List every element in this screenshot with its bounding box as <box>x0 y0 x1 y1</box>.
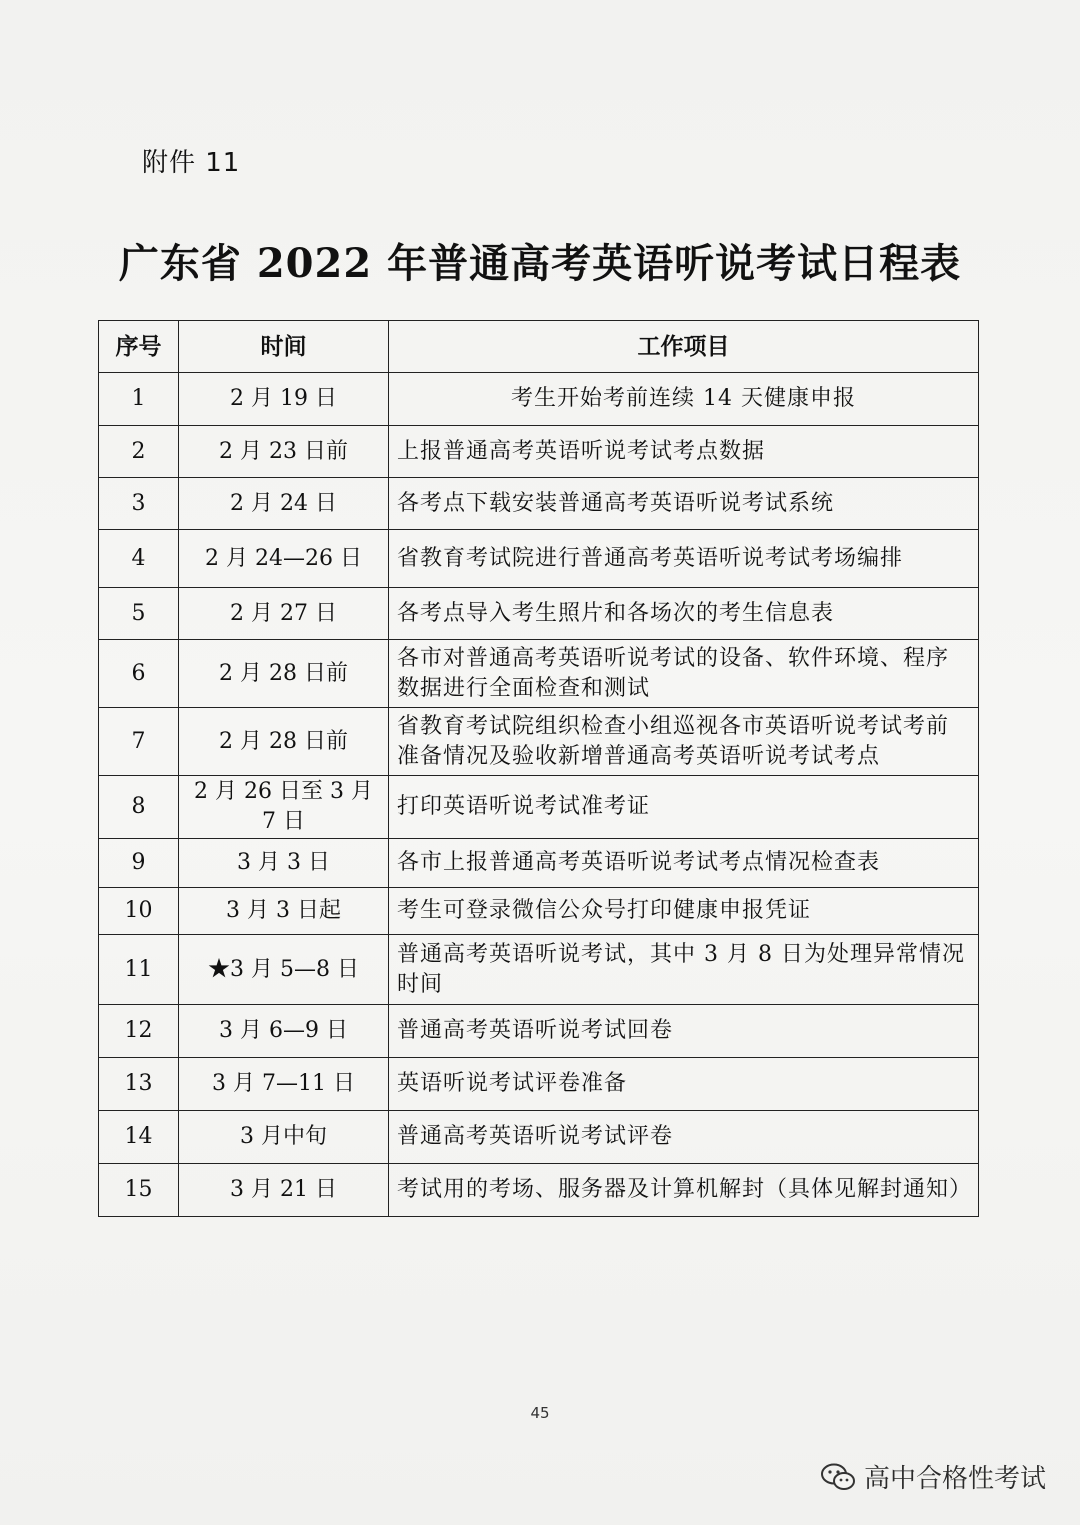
row-no: 3 <box>99 478 179 530</box>
table-row <box>99 708 979 776</box>
table-row <box>99 373 979 426</box>
document-title: 广东省 2022 年普通高考英语听说考试日程表 <box>118 240 962 287</box>
row-no: 14 <box>99 1111 179 1164</box>
row-item: 普通高考英语听说考试，其中 3 月 8 日为处理异常情况时间 <box>389 935 979 1005</box>
row-item: 普通高考英语听说考试评卷 <box>389 1111 979 1164</box>
row-time: 3 月 6—9 日 <box>179 1005 389 1058</box>
row-no: 12 <box>99 1005 179 1058</box>
row-time: ★3 月 5—8 日 <box>179 935 389 1005</box>
row-item: 普通高考英语听说考试回卷 <box>389 1005 979 1058</box>
row-time: 2 月 27 日 <box>179 588 389 640</box>
table-row <box>99 1164 979 1217</box>
attachment-label: 附件 11 <box>142 148 241 178</box>
row-item: 打印英语听说考试准考证 <box>389 776 979 839</box>
row-time: 2 月 19 日 <box>179 373 389 426</box>
row-item: 省教育考试院组织检查小组巡视各市英语听说考试考前准备情况及验收新增普通高考英语听说考试考点 <box>389 708 979 776</box>
table-row <box>99 1111 979 1164</box>
table-row <box>99 888 979 935</box>
row-item: 考生可登录微信公众号打印健康申报凭证 <box>389 888 979 935</box>
row-no: 11 <box>99 935 179 1005</box>
header-time: 时间 <box>179 321 389 373</box>
row-no: 9 <box>99 839 179 888</box>
header-item: 工作项目 <box>389 321 979 373</box>
row-no: 7 <box>99 708 179 776</box>
row-item: 考生开始考前连续 14 天健康申报 <box>389 373 979 426</box>
row-item: 各市对普通高考英语听说考试的设备、软件环境、程序数据进行全面检查和测试 <box>389 640 979 708</box>
row-time: 2 月 28 日前 <box>179 640 389 708</box>
table-row <box>99 588 979 640</box>
table-row <box>99 776 979 839</box>
schedule-table <box>98 320 979 1217</box>
table-header-row <box>99 321 979 373</box>
account-watermark <box>820 1458 1046 1495</box>
row-no: 13 <box>99 1058 179 1111</box>
row-no: 1 <box>99 373 179 426</box>
row-no: 2 <box>99 426 179 478</box>
row-no: 10 <box>99 888 179 935</box>
row-time: 2 月 28 日前 <box>179 708 389 776</box>
table-row <box>99 839 979 888</box>
table-row <box>99 426 979 478</box>
table-row <box>99 935 979 1005</box>
row-time: 3 月 7—11 日 <box>179 1058 389 1111</box>
table-row <box>99 1058 979 1111</box>
row-no: 5 <box>99 588 179 640</box>
row-no: 6 <box>99 640 179 708</box>
table-row <box>99 478 979 530</box>
row-time: 3 月中旬 <box>179 1111 389 1164</box>
row-item: 英语听说考试评卷准备 <box>389 1058 979 1111</box>
row-no: 8 <box>99 776 179 839</box>
page-number: 45 <box>530 1404 550 1422</box>
row-time: 2 月 24 日 <box>179 478 389 530</box>
row-time: 3 月 3 日 <box>179 839 389 888</box>
row-time: 2 月 26 日至 3 月 7 日 <box>179 776 389 839</box>
watermark-text: 高中合格性考试 <box>863 1464 1046 1494</box>
table-row <box>99 1005 979 1058</box>
row-item: 省教育考试院进行普通高考英语听说考试考场编排 <box>389 530 979 588</box>
row-time: 3 月 3 日起 <box>179 888 389 935</box>
row-no: 4 <box>99 530 179 588</box>
row-item: 各市上报普通高考英语听说考试考点情况检查表 <box>389 839 979 888</box>
row-no: 15 <box>99 1164 179 1217</box>
row-time: 2 月 23 日前 <box>179 426 389 478</box>
header-no: 序号 <box>99 321 179 373</box>
table-row <box>99 640 979 708</box>
row-item: 上报普通高考英语听说考试考点数据 <box>389 426 979 478</box>
wechat-icon <box>820 1462 856 1492</box>
row-time: 2 月 24—26 日 <box>179 530 389 588</box>
table-row <box>99 530 979 588</box>
row-item: 考试用的考场、服务器及计算机解封（具体见解封通知） <box>389 1164 979 1217</box>
row-item: 各考点导入考生照片和各场次的考生信息表 <box>389 588 979 640</box>
row-item: 各考点下载安装普通高考英语听说考试系统 <box>389 478 979 530</box>
row-time: 3 月 21 日 <box>179 1164 389 1217</box>
